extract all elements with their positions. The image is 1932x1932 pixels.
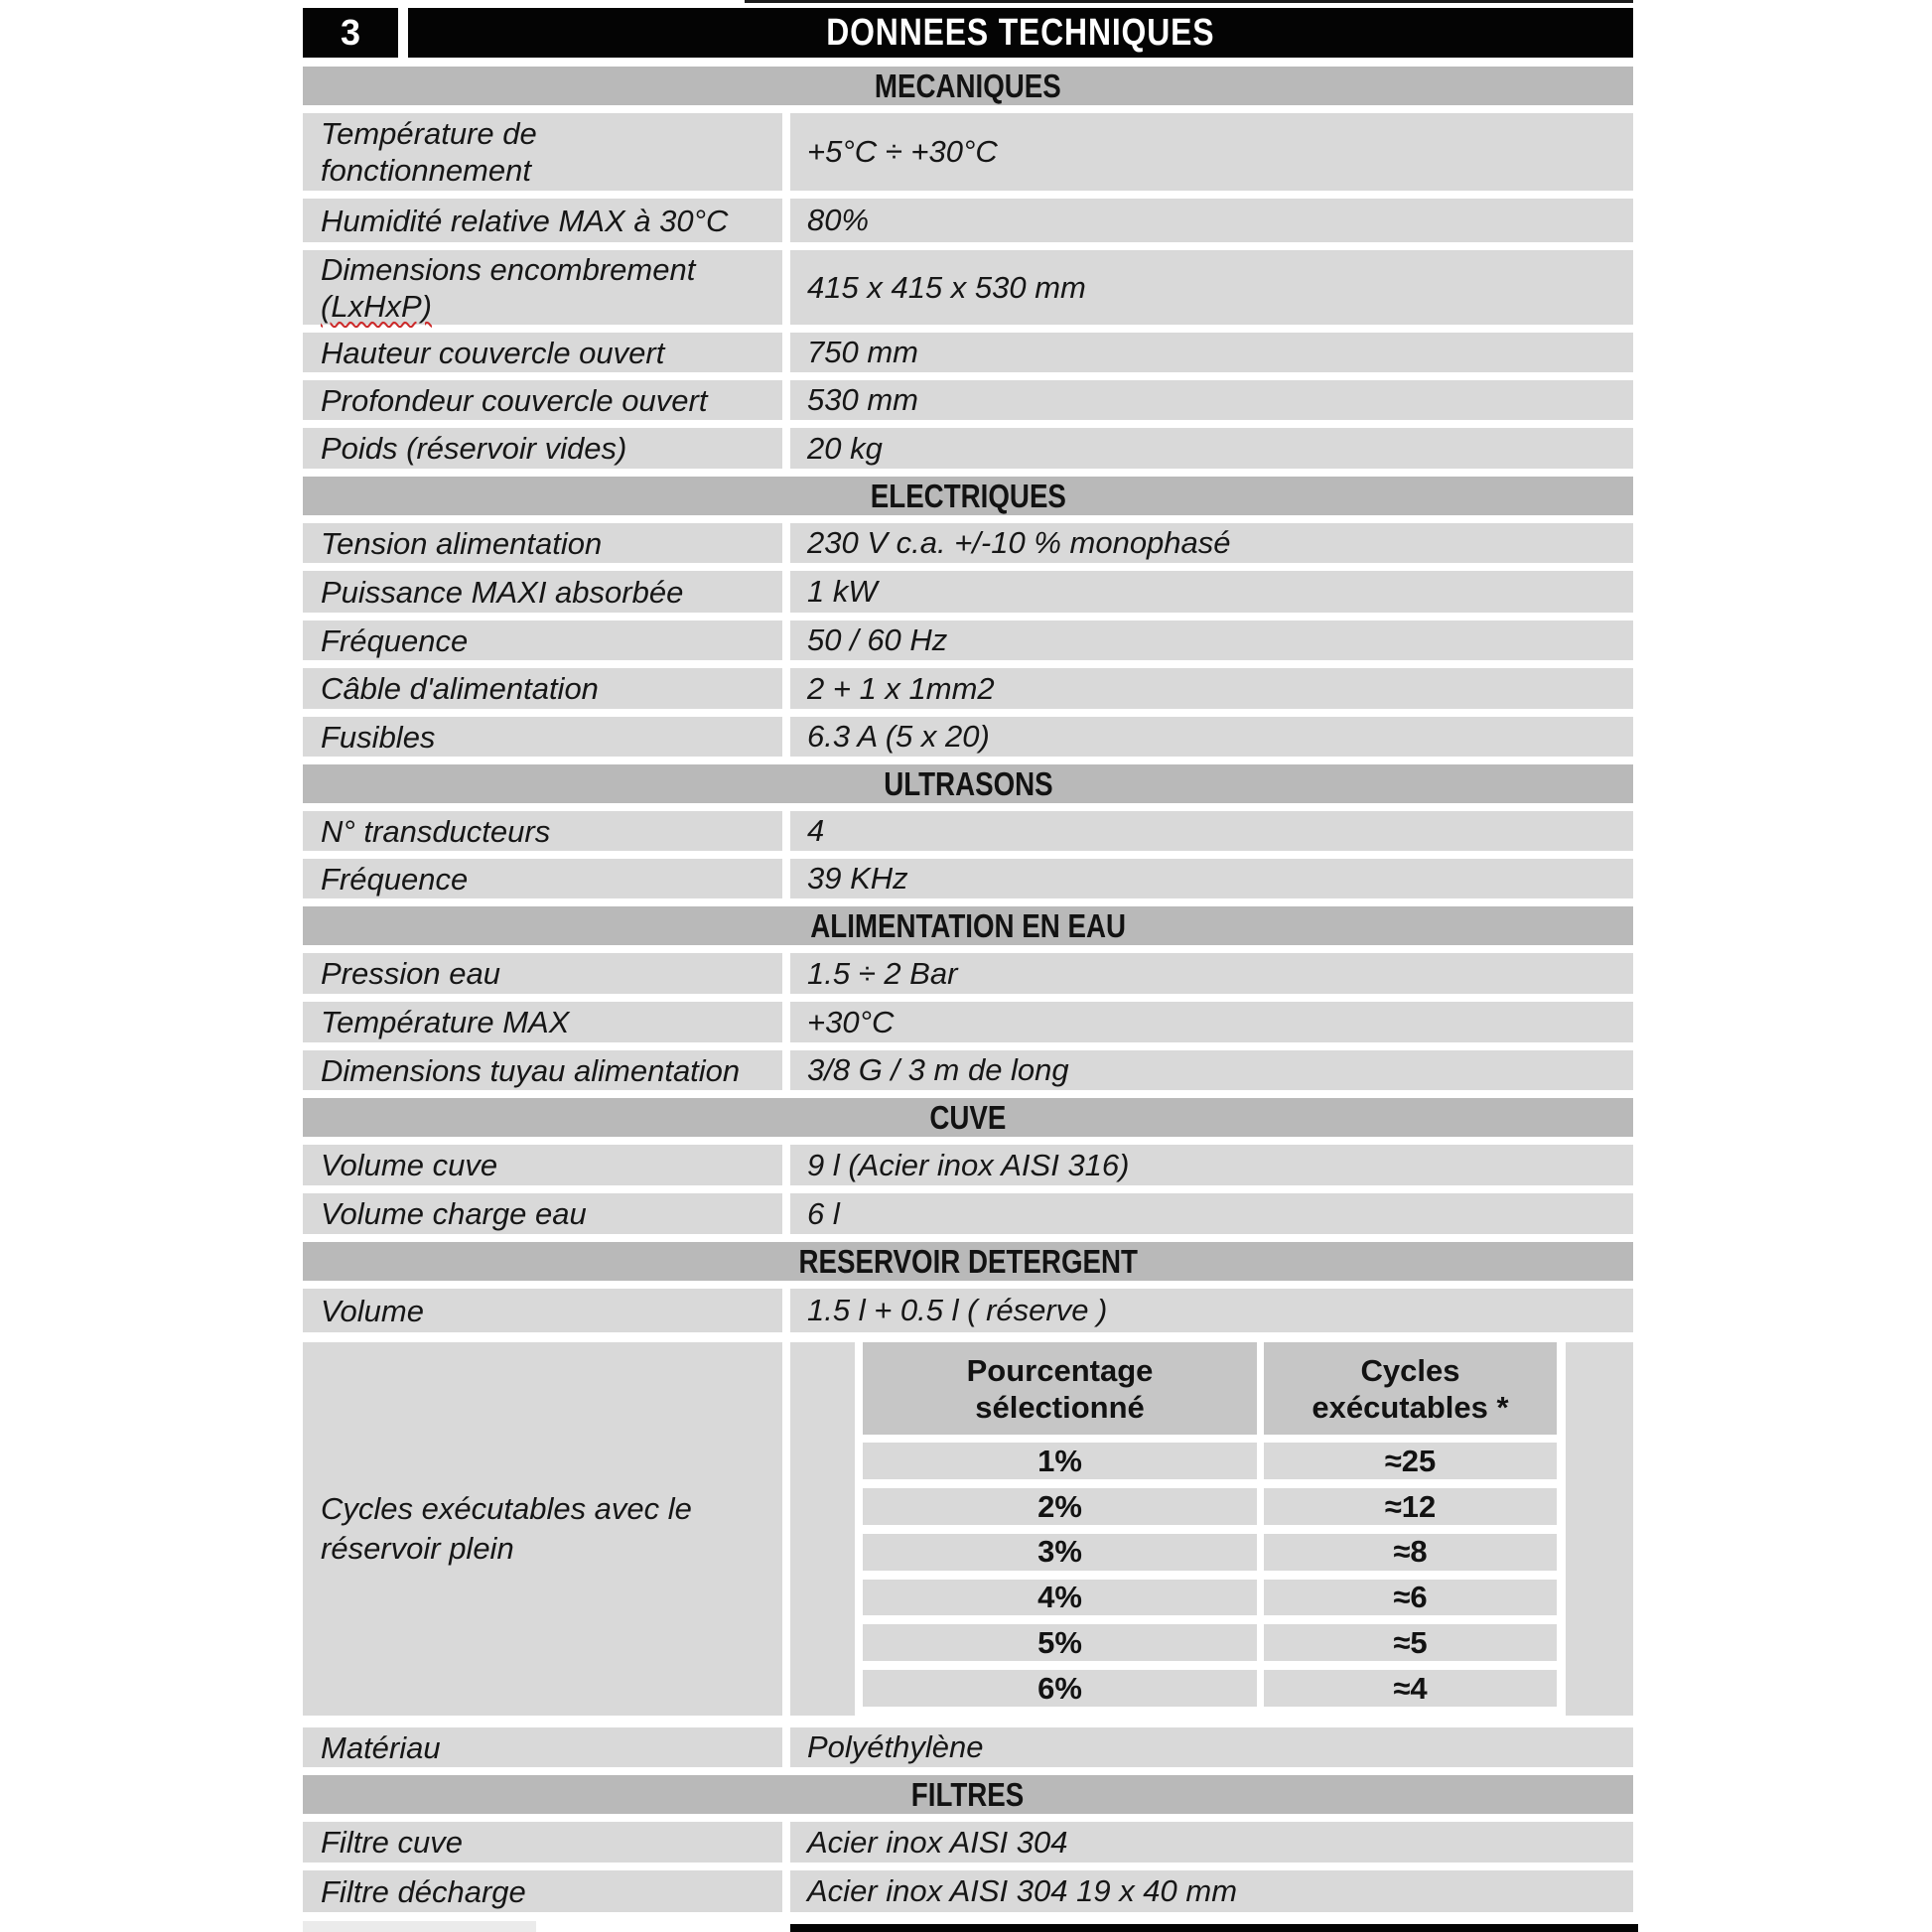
percentage-column-header: Pourcentage sélectionné	[863, 1342, 1257, 1435]
section-header-filtres: FILTRES	[303, 1775, 1633, 1814]
clipped-next-row-fragment	[303, 1921, 536, 1932]
percentage-cell: 6%	[863, 1670, 1257, 1707]
spec-label: Tension alimentation	[303, 523, 782, 563]
spec-row	[303, 428, 1633, 469]
spec-row	[303, 1193, 1633, 1234]
spec-label: Volume charge eau	[303, 1193, 782, 1234]
spec-row	[303, 811, 1633, 851]
section-header-mecaniques: MECANIQUES	[303, 67, 1633, 105]
cycles-table-row	[863, 1534, 1557, 1571]
cycles-spec-row	[303, 1342, 1633, 1716]
spec-label: Température MAX	[303, 1002, 782, 1042]
spec-value: 9 l (Acier inox AISI 316)	[790, 1145, 1633, 1185]
page-title-text: DONNEES TECHNIQUES	[826, 11, 1215, 54]
spec-label: N° transducteurs	[303, 811, 782, 851]
percentage-cell: 5%	[863, 1624, 1257, 1661]
percentage-cell: 4%	[863, 1580, 1257, 1616]
spec-row	[303, 717, 1633, 757]
spellchecked-text: (LxHxP)	[321, 288, 432, 324]
clipped-next-bar-fragment	[790, 1924, 1638, 1932]
spec-value: 20 kg	[790, 428, 1633, 469]
spec-value: 530 mm	[790, 380, 1633, 420]
spec-row	[303, 668, 1633, 709]
spec-value: 6 l	[790, 1193, 1633, 1234]
cycles-table-area	[790, 1342, 1633, 1716]
section-header-electriques: ELECTRIQUES	[303, 477, 1633, 515]
spec-row	[303, 1289, 1633, 1334]
spec-value: 6.3 A (5 x 20)	[790, 717, 1633, 757]
section-header-alimentation-eau: ALIMENTATION EN EAU	[303, 906, 1633, 945]
percentage-cell: 1%	[863, 1443, 1257, 1479]
spec-value: 750 mm	[790, 333, 1633, 372]
spec-value: Acier inox AISI 304	[790, 1822, 1633, 1863]
spec-label: Dimensions encombrement (LxHxP)	[303, 250, 782, 325]
spec-label: Cycles exécutables avec le réservoir plein	[303, 1342, 782, 1716]
cycles-cell: ≈25	[1264, 1443, 1557, 1479]
spec-label: Filtre décharge	[303, 1870, 782, 1912]
spec-label: Pression eau	[303, 953, 782, 994]
spec-label: Poids (réservoir vides)	[303, 428, 782, 469]
spec-label: Filtre cuve	[303, 1822, 782, 1863]
spec-value: 4	[790, 811, 1633, 851]
spec-row	[303, 523, 1633, 563]
spec-label: Fréquence	[303, 859, 782, 898]
spec-label: Fusibles	[303, 717, 782, 757]
spec-label: Volume	[303, 1289, 782, 1332]
spec-label: Puissance MAXI absorbée	[303, 571, 782, 613]
cycles-table-header	[863, 1342, 1557, 1435]
spec-row	[303, 1870, 1633, 1912]
spec-label: Fréquence	[303, 621, 782, 660]
chapter-number: 3	[303, 8, 398, 58]
percentage-cell: 2%	[863, 1488, 1257, 1525]
page-title	[408, 8, 1633, 58]
spec-value: 1.5 ÷ 2 Bar	[790, 953, 1633, 994]
cycles-cell: ≈8	[1264, 1534, 1557, 1571]
spec-label: Matériau	[303, 1727, 782, 1767]
spec-row	[303, 199, 1633, 242]
section-header-ultrasons: ULTRASONS	[303, 764, 1633, 803]
chapter-title-bar	[303, 8, 1633, 58]
cycles-table-row	[863, 1580, 1557, 1616]
cycles-table-row	[863, 1488, 1557, 1525]
technical-data-table	[303, 8, 1633, 1920]
spec-label: Dimensions tuyau alimentation	[303, 1050, 782, 1090]
spec-value: +5°C ÷ +30°C	[790, 113, 1633, 191]
spec-value: 1.5 l + 0.5 l ( réserve )	[790, 1289, 1633, 1332]
spec-value: 80%	[790, 199, 1633, 242]
spec-value: 39 KHz	[790, 859, 1633, 898]
cycles-table-row	[863, 1670, 1557, 1707]
spec-label: Température de fonctionnement	[303, 113, 782, 191]
cycles-cell: ≈4	[1264, 1670, 1557, 1707]
spec-value: Acier inox AISI 304 19 x 40 mm	[790, 1870, 1633, 1912]
spec-label: Profondeur couvercle ouvert	[303, 380, 782, 420]
spec-row	[303, 953, 1633, 994]
section-header-reservoir-detergent: RESERVOIR DETERGENT	[303, 1242, 1633, 1281]
cycles-table-row	[863, 1624, 1557, 1661]
spec-value: 1 kW	[790, 571, 1633, 613]
cycles-cell: ≈12	[1264, 1488, 1557, 1525]
spec-value: Polyéthylène	[790, 1727, 1633, 1767]
cycles-table-row	[863, 1443, 1557, 1479]
top-clipped-bar	[745, 0, 1633, 3]
spec-value: 50 / 60 Hz	[790, 621, 1633, 660]
spec-value: +30°C	[790, 1002, 1633, 1042]
spec-row	[303, 1002, 1633, 1042]
spec-row	[303, 250, 1633, 325]
spec-row	[303, 1145, 1633, 1185]
spec-label: Volume cuve	[303, 1145, 782, 1185]
spec-value: 230 V c.a. +/-10 % monophasé	[790, 523, 1633, 563]
cycles-cell: ≈6	[1264, 1580, 1557, 1616]
spec-label: Humidité relative MAX à 30°C	[303, 199, 782, 242]
spec-row	[303, 859, 1633, 898]
spec-row	[303, 380, 1633, 420]
spec-value: 3/8 G / 3 m de long	[790, 1050, 1633, 1090]
cycles-column-header: Cycles exécutables *	[1264, 1342, 1557, 1435]
spec-value: 2 + 1 x 1mm2	[790, 668, 1633, 709]
spec-value: 415 x 415 x 530 mm	[790, 250, 1633, 325]
spec-row	[303, 1727, 1633, 1767]
spec-label: Hauteur couvercle ouvert	[303, 333, 782, 372]
spec-row	[303, 1822, 1633, 1863]
cycles-table	[855, 1342, 1566, 1716]
cycles-cell: ≈5	[1264, 1624, 1557, 1661]
spec-label: Câble d'alimentation	[303, 668, 782, 709]
spec-row	[303, 333, 1633, 372]
spec-row	[303, 571, 1633, 613]
spec-row	[303, 113, 1633, 191]
spec-row	[303, 621, 1633, 660]
section-header-cuve: CUVE	[303, 1098, 1633, 1137]
spec-row	[303, 1050, 1633, 1090]
percentage-cell: 3%	[863, 1534, 1257, 1571]
